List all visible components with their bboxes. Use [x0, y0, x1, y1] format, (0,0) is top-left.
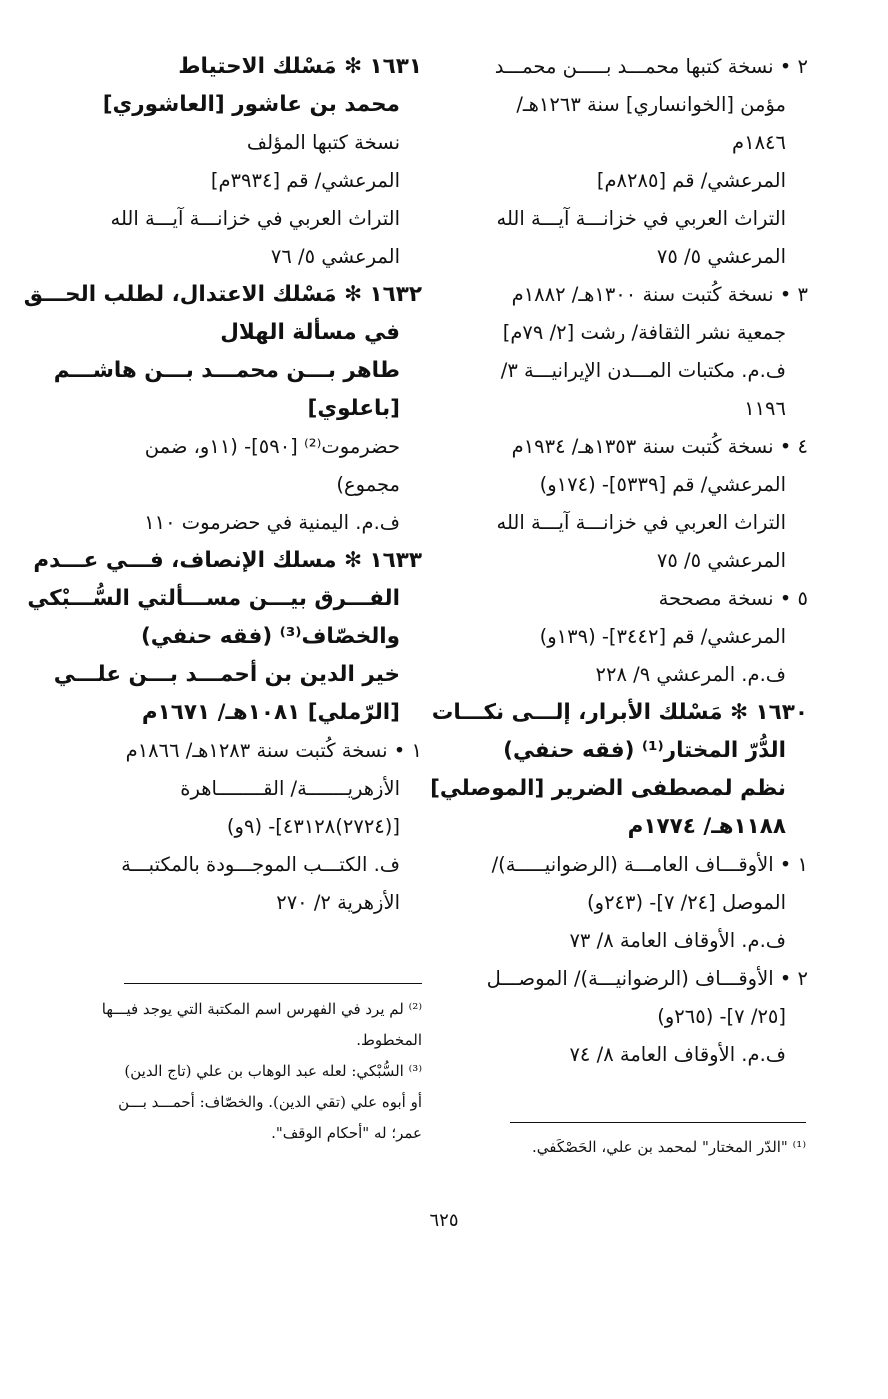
right-column-line: [٢٥/ ٧]- (٢٦٥و) [657, 1005, 786, 1028]
left-column-line: مجموع) [336, 473, 400, 496]
right-column-line: المرعشي/ قم [٣٤٤٢]- (١٣٩و) [539, 625, 786, 648]
left-column-line: ١٦٣٣ ✻ مسلك الإنصاف، فـــي عـــدم [33, 548, 422, 573]
left-column-line: الأزهريـــــــة/ القــــــــاهرة [180, 777, 400, 800]
footnote-separator-right [510, 1122, 806, 1123]
right-column-line: ١١٨٨هـ/ ١٧٧٤م [627, 814, 786, 839]
right-column-line: ف.م. الأوقاف العامة ٨/ ٧٣ [569, 929, 786, 952]
left-column-line: خير الدين بن أحمـــد بـــن علـــي [53, 662, 400, 687]
footnote-line: ⁽²⁾ لم يرد في الفهرس اسم المكتبة التي يوجد فيـــها [101, 1000, 422, 1018]
right-column-line: التراث العربي في خزانـــة آيـــة الله [496, 511, 786, 534]
right-column-line: ١ • الأوقـــاف العامـــة (الرضوانيـــــة)/ [491, 853, 808, 876]
right-column-line: ١٦٣٠ ✻ مَسْلك الأبرار، إلـــى نكـــات [431, 700, 808, 725]
left-column-line: الأزهرية ٢/ ٢٧٠ [276, 891, 400, 914]
right-column-line: ١٨٤٦م [732, 131, 786, 154]
right-column-line: ١١٩٦ [744, 397, 786, 420]
right-column-line: المرعشي/ قم [٨٢٨٥م] [596, 169, 786, 192]
left-column-line: طاهر بـــن محمـــد بـــن هاشـــم [53, 358, 400, 383]
left-column-line: نسخة كتبها المؤلف [246, 131, 400, 154]
footnote-line: ⁽³⁾ السُّبْكي: لعله عبد الوهاب بن علي (تاج الدين) [124, 1062, 422, 1080]
right-column-line: ٣ • نسخة كُتبت سنة ١٣٠٠هـ/ ١٨٨٢م [511, 283, 808, 306]
right-column-line: المرعشي/ قم [٥٣٣٩]- (١٧٤و) [539, 473, 786, 496]
left-column-line: [باعلوي] [307, 396, 400, 421]
left-column-line: ١٦٣٢ ✻ مَسْلك الاعتدال، لطلب الحـــق [23, 282, 422, 307]
footnote-line: المخطوط. [356, 1031, 422, 1049]
footnote-line: أو أبوه علي (تقي الدين). والخصّاف: أحمـــد بـــن [118, 1093, 422, 1111]
left-column-line: ١ • نسخة كُتبت سنة ١٢٨٣هـ/ ١٨٦٦م [125, 739, 422, 762]
footnotes-left [77, 994, 422, 1149]
right-column-line: الموصل [٢٤/ ٧]- (٢٤٣و) [587, 891, 786, 914]
right-column-line: ٥ • نسخة مصححة [658, 587, 808, 610]
left-column-line: المرعشي/ قم [٣٩٣٤م] [210, 169, 400, 192]
left-column-line: المرعشي ٥/ ٧٦ [270, 245, 400, 268]
right-column-line: ٤ • نسخة كُتبت سنة ١٣٥٣هـ/ ١٩٣٤م [511, 435, 808, 458]
right-column-line: ٢ • نسخة كتبها محمـــد بـــــن محمـــد [494, 55, 808, 78]
left-column-line: حضرموت⁽²⁾ [٥٩٠]- (١١و، ضمن [144, 435, 400, 458]
left-column-line: ف. الكتـــب الموجـــودة بالمكتبـــة [121, 853, 400, 876]
footnote-line: ⁽¹⁾ "الدّر المختار" لمحمد بن علي، الحَصْكَفي. [532, 1138, 806, 1156]
right-column-line: المرعشي ٥/ ٧٥ [656, 549, 786, 572]
right-column-line: التراث العربي في خزانـــة آيـــة الله [496, 207, 786, 230]
page-number: ٦٢٥ [429, 1210, 459, 1231]
left-column-line: ف.م. اليمنية في حضرموت ١١٠ [144, 511, 400, 534]
left-column-line: [الرّملي] ١٠٨١هـ/ ١٦٧١م [141, 700, 400, 725]
left-column [23, 48, 422, 922]
footnote-line: عمر؛ له "أحكام الوقف". [271, 1124, 422, 1142]
left-column-line: [(٢٧٢٤)٤٣١٢٨]- (٩و) [226, 815, 400, 838]
right-column-line: ف.م. المرعشي ٩/ ٢٢٨ [595, 663, 786, 686]
footnote-separator-left [124, 983, 422, 984]
right-column-line: مؤمن [الخوانساري] سنة ١٢٦٣هـ/ [516, 93, 786, 116]
left-column-line: محمد بن عاشور [العاشوري] [102, 92, 400, 117]
right-column-line: نظم لمصطفى الضرير [الموصلي] [430, 776, 786, 801]
right-column-line: ٢ • الأوقـــاف (الرضوانيـــة)/ الموصـــل [486, 967, 808, 990]
right-column-line: المرعشي ٥/ ٧٥ [656, 245, 786, 268]
left-column-line: ١٦٣١ ✻ مَسْلك الاحتياط [178, 54, 422, 79]
left-column-line: التراث العربي في خزانـــة آيـــة الله [110, 207, 400, 230]
right-column [430, 48, 808, 1074]
right-column-line: ف.م. مكتبات المـــدن الإيرانيـــة ٣/ [500, 359, 786, 382]
left-column-line: والخصّاف⁽³⁾ (فقه حنفي) [140, 624, 400, 649]
left-column-line: الفـــرق بيـــن مســـألتي السُّـــبْكي [27, 586, 400, 611]
right-column-line: ف.م. الأوقاف العامة ٨/ ٧٤ [569, 1043, 786, 1066]
left-column-line: في مسألة الهلال [220, 320, 400, 345]
footnotes-right [506, 1132, 806, 1163]
right-column-line: جمعية نشر الثقافة/ رشت [٢/ ٧٩م] [502, 321, 786, 344]
right-column-line: الدُّرّ المختار⁽¹⁾ (فقه حنفي) [503, 738, 786, 763]
